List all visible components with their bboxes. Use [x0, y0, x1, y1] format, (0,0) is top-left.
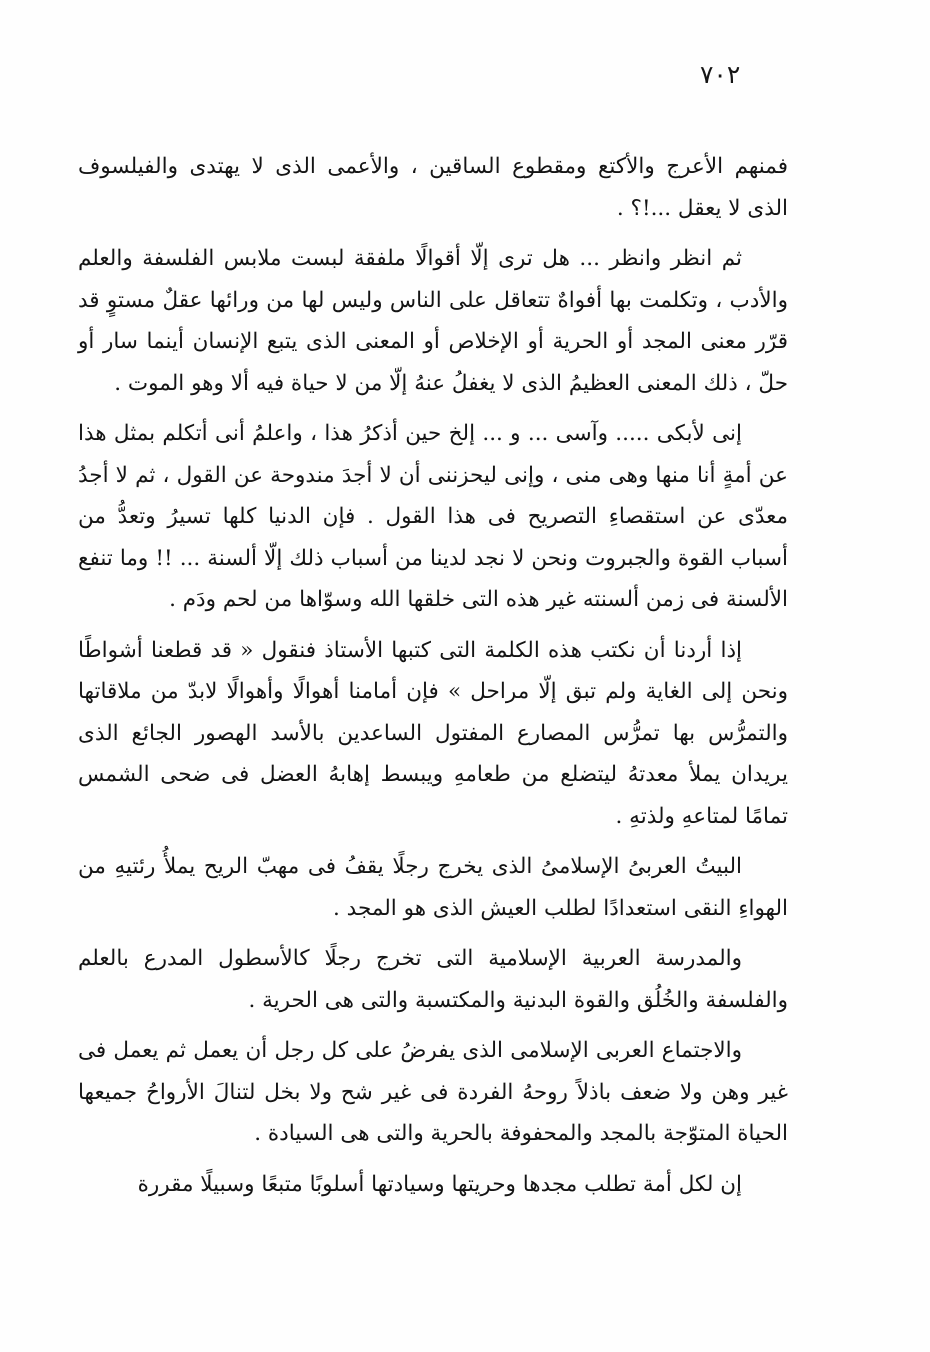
paragraph-1: فمنهم الأعرج والأكتع ومقطوع الساقين ، والأعمى الذى لا يهتدى والفيلسوف الذى لا يعقل ...!؟ .	[78, 154, 788, 221]
paragraph-2: ثم انظر وانظر ... هل ترى إلّا أقوالًا ملفقة لبست ملابس الفلسفة والعلم والأدب ، وتكلمت بها أفواهٌ تتعاقل على الناس وليس لها من ورائها عقلٌ مستوٍ قد قرّر معنى المجد أو الحرية أو الإخلاص أو المعنى الذى يتبع الإنسان أينما سار أو حلّ ، ذلك المعنى العظيمُ الذى لا يغفلُ عنهُ إلّا من لا حياة فيه ألا وهو الموت .	[78, 246, 788, 396]
paragraph-7: والاجتماع العربى الإسلامى الذى يفرضُ على كل رجل أن يعمل ثم يعمل فى غير وهن ولا ضعف باذلاً روحهُ الفردة فى غير شح ولا بخل لتنالَ الأرواحُ جميعها الحياة المتوّجة بالمجد والمحفوفة بالحرية والتى هى السيادة .	[78, 1038, 788, 1146]
body-text	[78, 146, 788, 1214]
paragraph-8: إن لكل أمة تطلب مجدها وحريتها وسيادتها أسلوبًا متبعًا وسبيلًا مقررة	[137, 1171, 742, 1197]
paragraph-4: إذا أردنا أن نكتب هذه الكلمة التى كتبها الأستاذ فنقول « قد قطعنا أشواطًا ونحن إلى الغاية ولم تبق إلّا مراحل » فإن أمامنا أهوالًا وأهوالًا لابدّ من ملاقاتها والتمرُّس بها تمرُّس المصارع المفتول الساعدين بالأسد الهصور الجائع الذى يريدان يملأ معدتهُ ليتضلع من طعامهِ ويبسط إهابهُ العضل فى ضحى الشمس تمامًا لمتاعهِ ولذتهِ .	[78, 637, 788, 829]
paragraph-6: والمدرسة العربية الإسلامية التى تخرج رجلًا كالأسطول المدرع بالعلم والفلسفة والخُلُق والقوة البدنية والمكتسبة والتى هى الحرية .	[78, 946, 788, 1013]
paragraph-5: البيتُ العربىُ الإسلامىُ الذى يخرج رجلًا يقفُ فى مهبّ الريح يملأُ رئتيهِ من الهواءِ النقى استعدادًا لطلب العيش الذى هو المجد .	[78, 854, 788, 921]
paragraph-3: إنى لأبكى ..... وآسى ... و ... إلخ حين أذكرُ هذا ، واعلمُ أنى أتكلم بمثل هذا عن أمةٍ أنا منها وهى منى ، وإنى ليحزننى أن لا أجدَ مندوحة عن القول ، ثم لا أجدُ معدّى عن استقصاءِ التصريح فى هذا القول . فإن الدنيا كلها تسيرُ وتعدُّ من أسباب القوة والجبروت ونحن لا نجد لدينا من أسباب ذلك إلّا ألسنة ... !! وما تنفع الألسنة فى زمن ألسنته غير هذه التى خلقها الله وسوّاها من لحم ودَم .	[78, 421, 788, 612]
page-number: ٧٠٢	[700, 60, 741, 89]
